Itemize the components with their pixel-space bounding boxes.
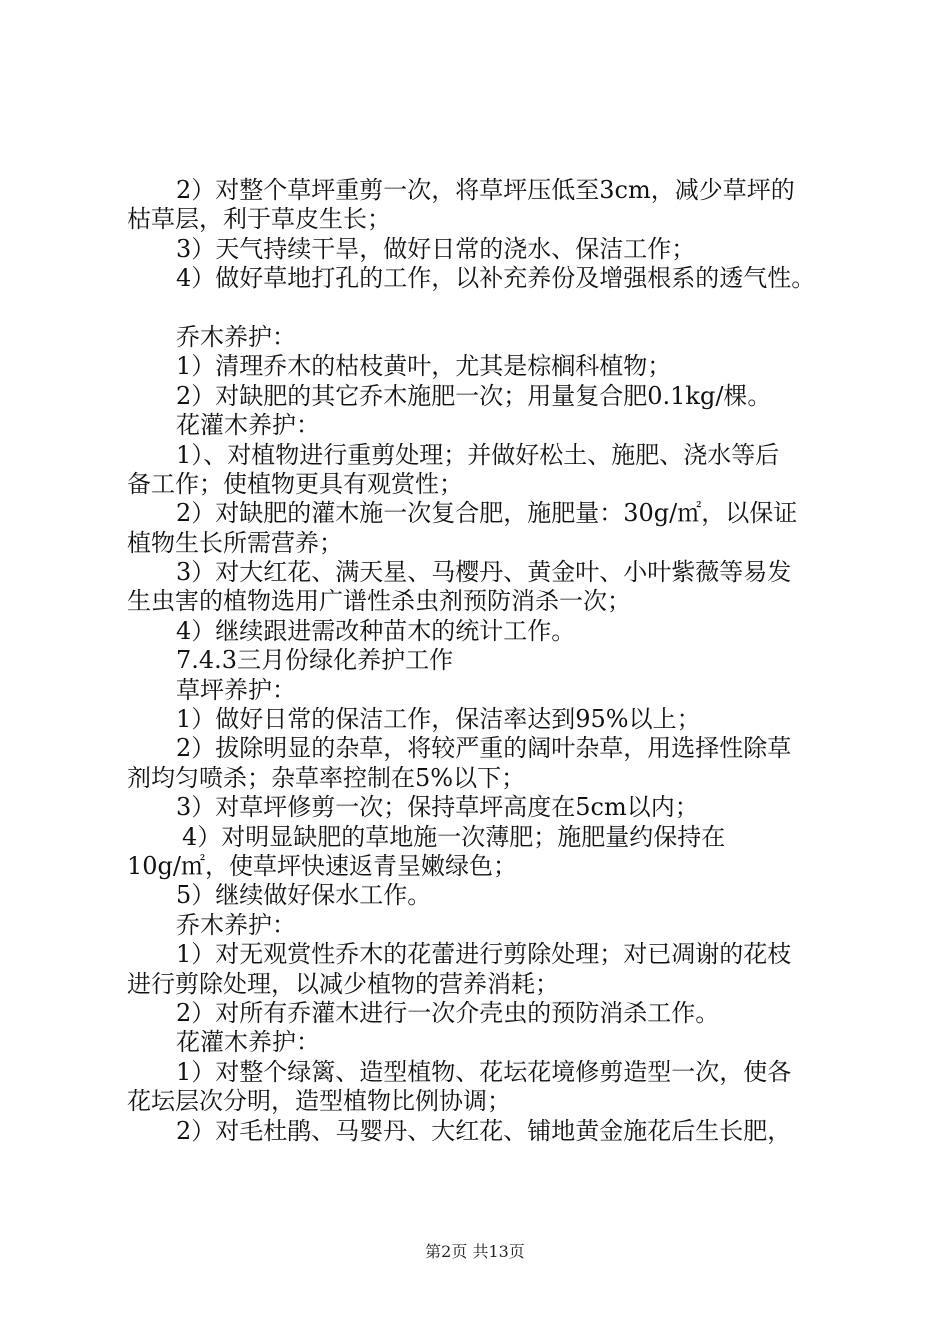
- section-heading: 乔木养护：: [176, 322, 296, 351]
- text-line: 生虫害的植物选用广谱性杀虫剂预防消杀一次；: [127, 587, 631, 616]
- text-line: 1）清理乔木的枯枝黄叶，尤其是棕榈科植物；: [176, 352, 672, 381]
- text-line: 1）对无观赏性乔木的花蕾进行剪除处理；对已凋谢的花枝: [176, 940, 792, 969]
- section-heading: 乔木养护：: [176, 910, 296, 939]
- text-line: 1）对整个绿篱、造型植物、花坛花境修剪造型一次，使各: [176, 1057, 792, 1086]
- text-line: 3）天气持续干旱，做好日常的浇水、保洁工作；: [176, 234, 696, 263]
- section-title: 7.4.3三月份绿化养护工作: [176, 646, 454, 675]
- section-heading: 草坪养护：: [176, 675, 296, 704]
- text-line: 3）对大红花、满天星、马樱丹、黄金叶、小叶紫薇等易发: [176, 558, 792, 587]
- text-line: 10g/㎡，使草坪快速返青呈嫩绿色；: [127, 851, 517, 880]
- text-line: 2）对所有乔灌木进行一次介壳虫的预防消杀工作。: [176, 998, 720, 1027]
- text-line: 4）对明显缺肥的草地施一次薄肥；施肥量约保持在: [182, 822, 726, 851]
- text-line: 剂均匀喷杀；杂草率控制在5%以下；: [127, 763, 526, 792]
- text-line: 4）继续跟进需改种苗木的统计工作。: [176, 616, 576, 645]
- section-heading: 花灌木养护：: [176, 1028, 320, 1057]
- page-footer: 第2页 共13页: [425, 1242, 525, 1261]
- text-line: 枯草层，利于草皮生长；: [127, 205, 391, 234]
- text-line: 3）对草坪修剪一次；保持草坪高度在5cm以内；: [176, 793, 699, 822]
- text-line: 1）做好日常的保洁工作，保洁率达到95%以上；: [176, 705, 701, 734]
- text-line: 2）对整个草坪重剪一次，将草坪压低至3cm，减少草坪的: [176, 176, 795, 204]
- text-line: 5）继续做好保水工作。: [176, 881, 432, 910]
- text-line: 2）对缺肥的其它乔木施肥一次；用量复合肥0.1kg/棵。: [176, 381, 772, 410]
- text-line: 1）、对植物进行重剪处理；并做好松土、施肥、浇水等后: [176, 440, 780, 469]
- section-heading: 花灌木养护：: [176, 411, 320, 440]
- document-body: [127, 176, 835, 1146]
- text-line: 植物生长所需营养；: [127, 528, 343, 557]
- text-line: 备工作；使植物更具有观赏性；: [127, 469, 463, 498]
- text-line: 花坛层次分明，造型植物比例协调；: [127, 1087, 511, 1116]
- text-line: 4）做好草地打孔的工作，以补充养份及增强根系的透气性。: [176, 264, 816, 293]
- text-line: 2）对缺肥的灌木施一次复合肥，施肥量：30g/㎡，以保证: [176, 499, 798, 528]
- text-line: 2）拔除明显的杂草，将较严重的阔叶杂草，用选择性除草: [176, 734, 792, 763]
- blank-line: [127, 294, 835, 323]
- text-line: 进行剪除处理，以减少植物的营养消耗；: [127, 969, 559, 998]
- text-line: 2）对毛杜鹃、马婴丹、大红花、铺地黄金施花后生长肥，: [176, 1116, 792, 1145]
